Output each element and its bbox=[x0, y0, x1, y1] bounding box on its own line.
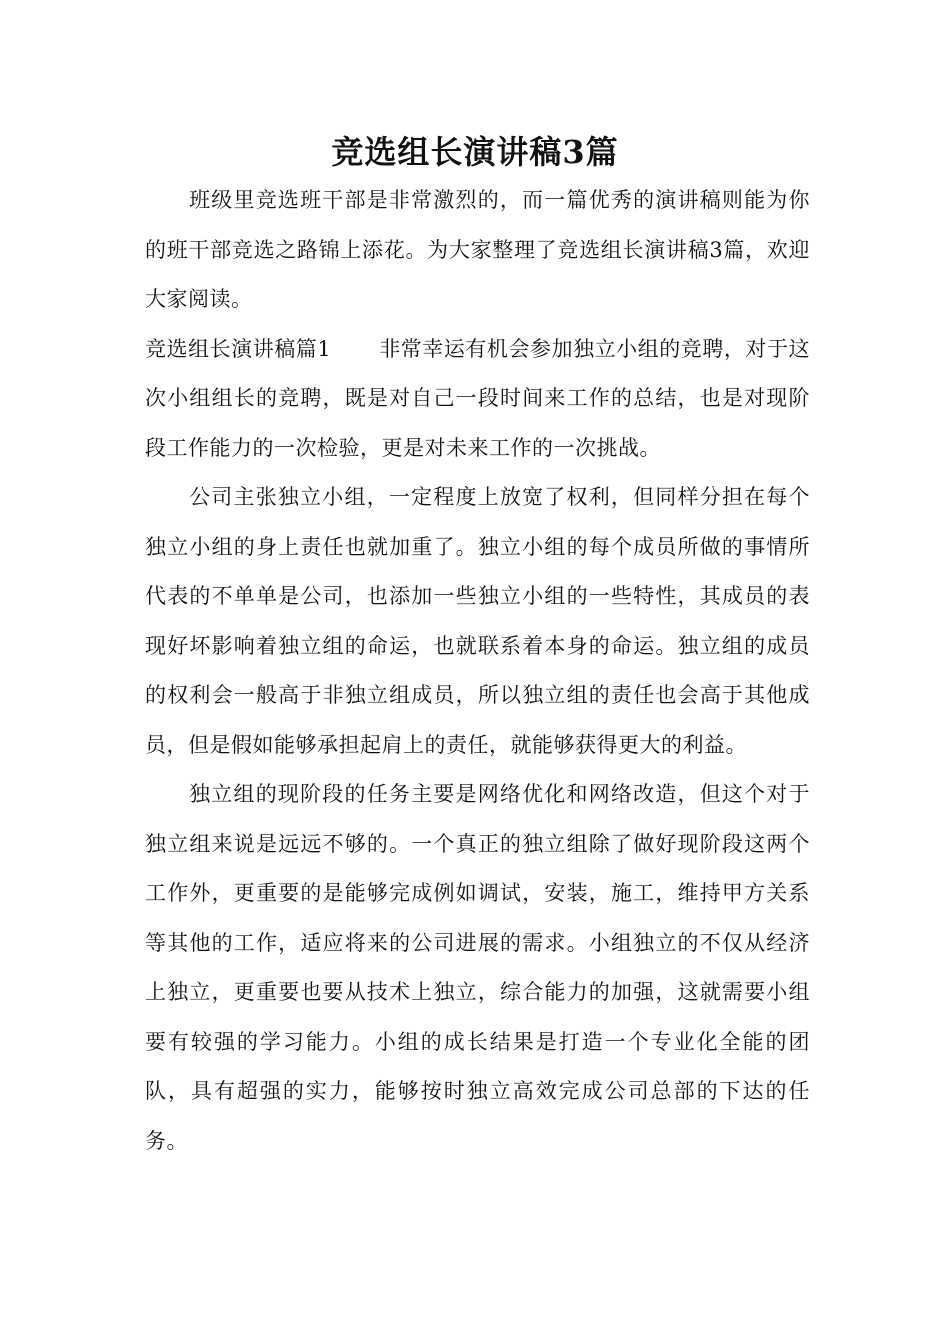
body-paragraph-1: 公司主张独立小组，一定程度上放宽了权利，但同样分担在每个独立小组的身上责任也就加重了。独立小组的每个成员所做的事情所代表的不单单是公司，也添加一些独立小组的一些特性，其成员的表现好坏影响着独立组的命运，也就联系着本身的命运。独立组的成员的权利会一般高于非独立组成员，所以独立组的责任也会高于其他成员，但是假如能够承担起肩上的责任，就能够获得更大的利益。 bbox=[145, 485, 810, 757]
section-1-text: 非常幸运有机会参加独立小组的竞聘，对于这次小组组长的竞聘，既是对自己一段时间来工作的总结，也是对现阶段工作能力的一次检验，更是对未来工作的一次挑战。 bbox=[145, 336, 810, 460]
body-paragraph-2: 独立组的现阶段的任务主要是网络优化和网络改造，但这个对于独立组来说是远远不够的。一个真正的独立组除了做好现阶段这两个工作外，更重要的是能够完成例如调试，安装，施工，维持甲方关系等其他的工作，适应将来的公司进展的需求。小组独立的不仅从经济上独立，更重要也要从技术上独立，综合能力的加强，这就需要小组要有较强的学习能力。小组的成长结果是打造一个专业化全能的团队，具有超强的实力，能够按时独立高效完成公司总部的下达的任务。 bbox=[145, 782, 810, 1153]
document-title: 竞选组长演讲稿3篇 bbox=[331, 133, 619, 171]
document-body bbox=[145, 176, 810, 1166]
section-1-heading: 竞选组长演讲稿篇1 bbox=[145, 336, 332, 361]
section-1-paragraph bbox=[145, 325, 810, 474]
intro-paragraph: 班级里竞选班干部是非常激烈的，而一篇优秀的演讲稿则能为你的班干部竞选之路锦上添花。为大家整理了竞选组长演讲稿3篇，欢迎大家阅读。 bbox=[145, 188, 810, 311]
